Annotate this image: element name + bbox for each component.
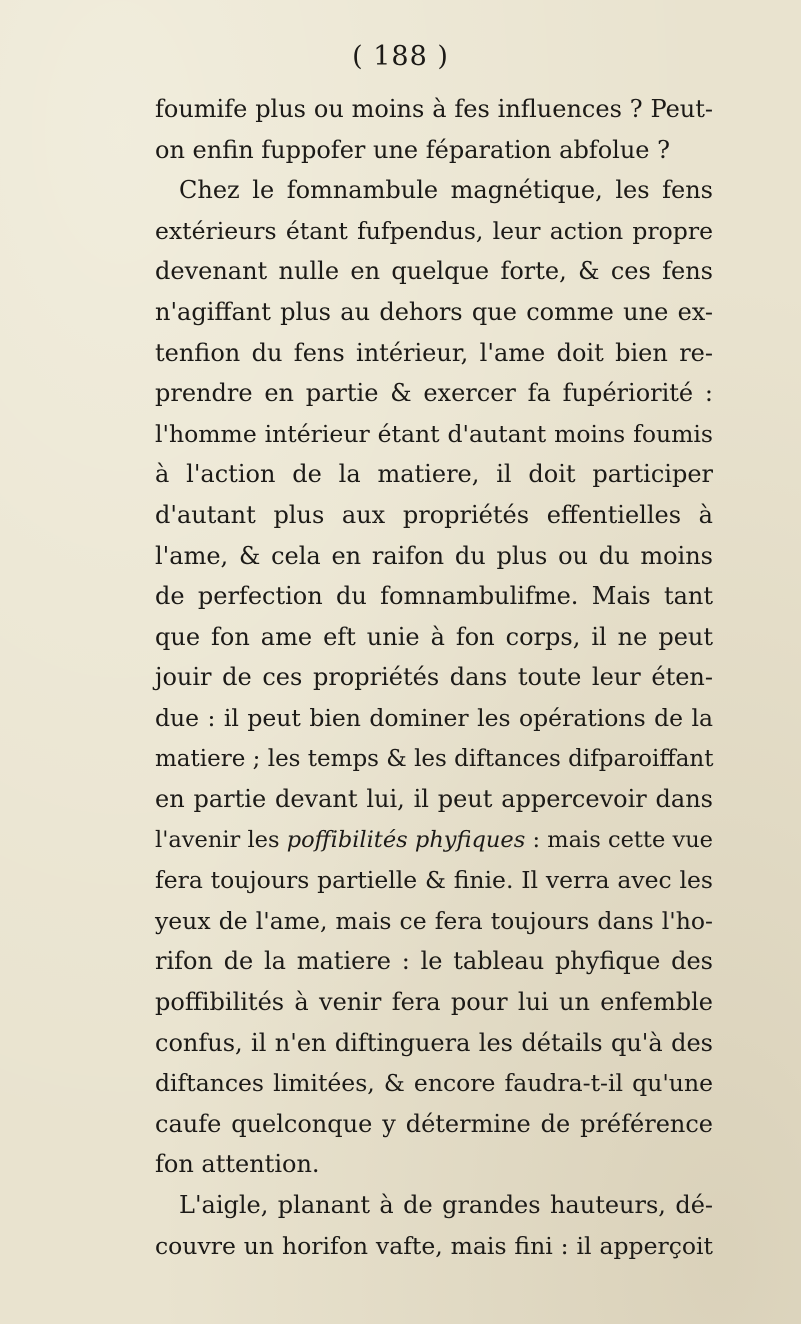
text-segment: : mais cette vue: [525, 826, 713, 853]
text-line: prendre en partie & exercer fa fupériorité :: [155, 379, 713, 408]
text-line: jouir de ces propriétés dans toute leur éten-: [155, 663, 713, 692]
text-line: Chez le fomnambule magnétique, les fens: [179, 176, 713, 205]
text-line: yeux de l'ame, mais ce fera toujours dans l'ho-: [155, 906, 713, 935]
text-line: on enfin fuppofer une féparation abfolue ?: [155, 135, 670, 164]
text-line: devenant nulle en quelque forte, & ces fens: [155, 257, 713, 286]
text-line: n'agiffant plus au dehors que comme une ex-: [155, 297, 713, 326]
text-line: tenfion du fens intérieur, l'ame doit bien re-: [155, 338, 713, 367]
text-line: diftances limitées, & encore faudra-t-il qu'une: [155, 1069, 713, 1098]
text-line: L'aigle, planant à de grandes hauteurs, dé-: [179, 1191, 713, 1220]
text-line: matiere ; les temps & les diftances difparoiffant: [155, 745, 714, 772]
italic-phrase: poffibilités phyfiques: [286, 826, 526, 853]
text-line: confus, il n'en diftinguera les détails qu'à des: [155, 1028, 713, 1057]
text-line: l'ame, & cela en raifon du plus ou du moins: [155, 541, 713, 570]
page-number: ( 188 ): [352, 41, 449, 72]
text-line: couvre un horifon vafte, mais fini : il apperçoit: [155, 1231, 713, 1260]
text-line: rifon de la matiere : le tableau phyfique des: [155, 947, 713, 976]
text-line: extérieurs étant fufpendus, leur action propre: [155, 216, 713, 245]
text-line: caufe quelconque y détermine de préférence: [155, 1109, 713, 1138]
text-line: de perfection du fomnambulifme. Mais tant: [155, 582, 713, 611]
text-line: fera toujours partielle & finie. Il verra avec les: [155, 866, 713, 895]
text-line: l'homme intérieur étant d'autant moins foumis: [155, 419, 713, 448]
text-line: poffibilités à venir fera pour lui un enfemble: [155, 988, 713, 1017]
text-line: d'autant plus aux propriétés effentielles à: [155, 500, 713, 529]
text-line: [155, 820, 713, 861]
text-line: foumife plus ou moins à fes influences ? Peut-: [155, 95, 713, 123]
text-line: en partie devant lui, il peut appercevoir dans: [155, 785, 713, 814]
text-line: que fon ame eft unie à fon corps, il ne peut: [155, 622, 713, 651]
text-line: fon attention.: [155, 1150, 320, 1179]
body-text: [155, 89, 713, 1266]
text-segment: l'avenir les: [155, 826, 287, 853]
text-line: due : il peut bien dominer les opérations de la: [155, 703, 713, 732]
text-line: à l'action de la matiere, il doit participer: [155, 460, 713, 489]
